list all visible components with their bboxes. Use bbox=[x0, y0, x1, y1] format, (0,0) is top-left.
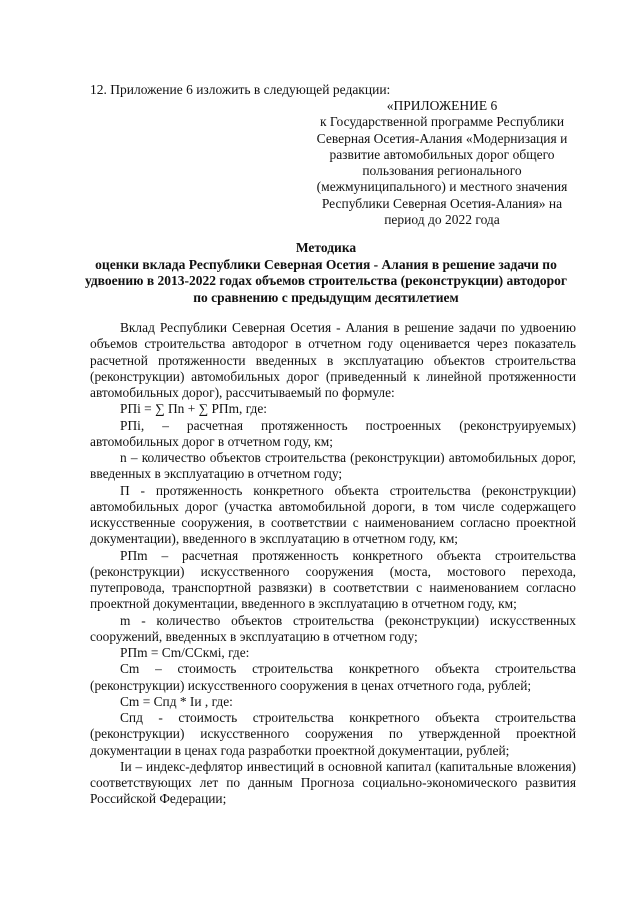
methodology-body bbox=[90, 320, 576, 808]
definition-n: n – количество объектов строительства (реконструкции) автомобильных дорог, введенных в эксплуатацию в отчетном году; bbox=[90, 450, 576, 482]
appendix-line: Северная Осетия-Алания «Модернизация и bbox=[316, 130, 568, 146]
heading-line: по сравнению с предыдущим десятилетием bbox=[193, 289, 459, 305]
paragraph-contribution: Вклад Республики Северная Осетия - Алания в решение задачи по удвоению объемов строительства автодорог в отчетном году оценивается через показатель расчетной протяженности введенных в эксплуатацию объектов строительства (реконструкции) автомобильных дорог (приведенный к линейной протяженности автомобильных дорог), рассчитываемый по формуле: bbox=[90, 320, 576, 400]
appendix-line: развитие автомобильных дорог общего bbox=[329, 146, 555, 162]
appendix-line: к Государственной программе Республики bbox=[319, 114, 565, 130]
formula-cm: Cm = Cпд * Iи , где: bbox=[120, 693, 233, 709]
methodology-heading bbox=[60, 240, 592, 306]
appendix-line: (межмуниципального) и местного значения bbox=[316, 179, 568, 195]
heading-title: Методика bbox=[295, 240, 357, 255]
formula-rpm: РПm = Cm/ССкмi, где: bbox=[120, 645, 250, 660]
definition-rpm: РПm – расчетная протяженность конкретного объекта строительства (реконструкции) искусственного сооружения (моста, мостового перехода, путепровода, транспортной развязки) в соответствии с наименованием согласно проектной документации, введенного в эксплуатацию в отчетном году, км; bbox=[90, 547, 576, 612]
definition-m: m - количество объектов строительства (реконструкции) искусственных сооружений, введенных в эксплуатацию в отчетном году; bbox=[90, 612, 576, 644]
appendix-line: Республики Северная Осетия-Алания» на bbox=[321, 195, 563, 211]
formula-rp-total: РПi = ∑ Пn + ∑ РПm, где: bbox=[120, 401, 268, 417]
appendix-line: пользования регионального bbox=[362, 163, 522, 179]
definition-p: П - протяженность конкретного объекта строительства (реконструкции) автомобильных дорог (участка автомобильной дороги, в том числе содержащего искусственные сооружения, в соответствии с наименованием согласно проектной документации), введенного в эксплуатацию в отчетном году, км; bbox=[90, 482, 576, 547]
definition-cpd: Cпд - стоимость строительства конкретного объекта строительства (реконструкции) искусственного сооружения по утвержденной проектной документации в ценах года разработки проектной документации, рублей; bbox=[90, 710, 576, 758]
appendix-line: «ПРИЛОЖЕНИЕ 6 bbox=[386, 98, 498, 113]
amendment-intro: 12. Приложение 6 изложить в следующей редакции: bbox=[90, 82, 391, 97]
appendix-line: период до 2022 года bbox=[384, 212, 500, 228]
heading-line: удвоению в 2013-2022 годах объемов строительства (реконструкции) автодорог bbox=[84, 273, 568, 288]
heading-line: оценки вклада Республики Северная Осетия - Алания в решение задачи по bbox=[95, 256, 557, 272]
definition-cm: Cm – стоимость строительства конкретного объекта строительства (реконструкции) искусственного сооружения в ценах отчетного года, рублей; bbox=[90, 661, 576, 693]
definition-index: Iи – индекс-дефлятор инвестиций в основной капитал (капитальные вложения) соответствующих лет по данным Прогноза социально-экономического развития Российской Федерации; bbox=[90, 758, 576, 807]
definition-rpi: РПi, – расчетная протяженность построенных (реконструируемых) автомобильных дорог в отчетном году, км; bbox=[90, 417, 576, 449]
appendix-header bbox=[292, 98, 592, 228]
